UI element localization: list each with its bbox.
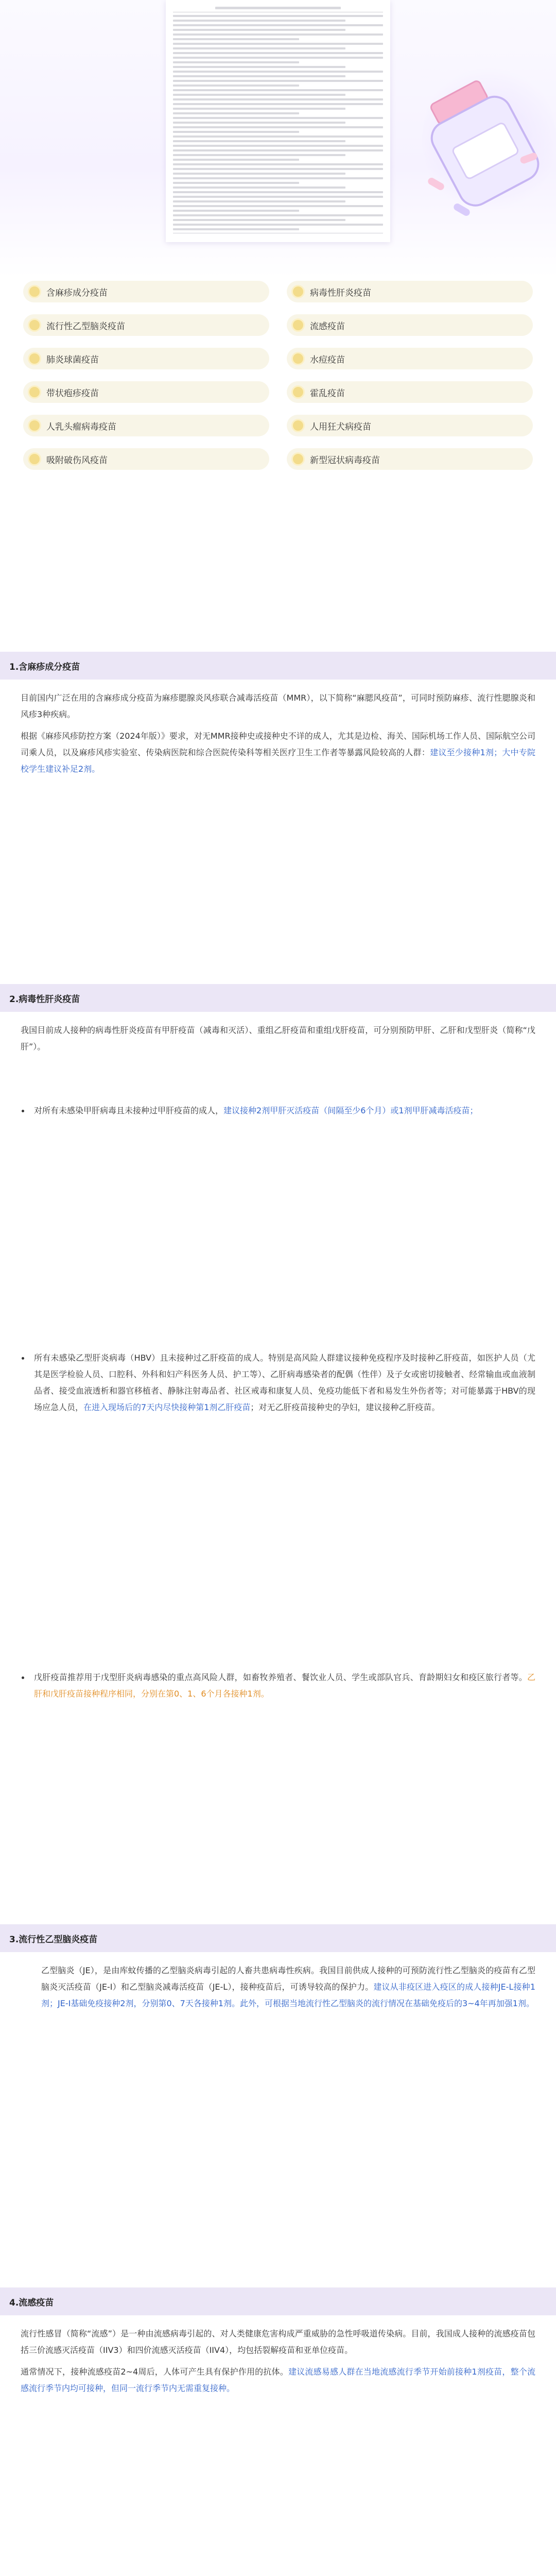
vaccine-tag[interactable]: 吸附破伤风疫苗 — [23, 448, 269, 470]
bullet-dot — [22, 1676, 24, 1679]
hepatitis-intro: 我国目前成人接种的病毒性肝炎疫苗有甲肝疫苗（减毒和灭活）、重组乙肝疫苗和重组戊肝疫苗，可分别预防甲肝、乙肝和戊型肝炎（简称“戊肝”）。 — [21, 1025, 535, 1052]
vaccine-tag[interactable]: 水痘疫苗 — [287, 348, 533, 369]
vaccine-tag[interactable]: 流行性乙型脑炎疫苗 — [23, 314, 269, 336]
vaccine-tag[interactable]: 带状疱疹疫苗 — [23, 381, 269, 403]
vaccine-tag[interactable]: 新型冠状病毒疫苗 — [287, 448, 533, 470]
bullet-dot — [22, 1110, 24, 1112]
tag-dot-icon — [291, 385, 305, 399]
tag-dot-icon — [28, 419, 41, 432]
section-jev — [0, 1924, 556, 2017]
vaccine-tag[interactable]: 霍乱疫苗 — [287, 381, 533, 403]
vaccine-tag-list — [23, 281, 533, 470]
tag-dot-icon — [291, 352, 305, 365]
vaccine-tag[interactable]: 人用狂犬病疫苗 — [287, 415, 533, 436]
tag-dot-icon — [291, 419, 305, 432]
measles-intro: 目前国内广泛在用的含麻疹成分疫苗为麻疹腮腺炎风疹联合减毒活疫苗（MMR），以下简称“麻腮风疫苗”，可同时预防麻疹、流行性腮腺炎和风疹3种疾病。 — [21, 693, 535, 719]
section-flu — [0, 2287, 556, 2402]
vaccine-tag[interactable]: 人乳头瘤病毒疫苗 — [23, 415, 269, 436]
hepatitis-b-bullet: 所有未感染乙型肝炎病毒（HBV）且未接种过乙肝疫苗的成人。特别是高风险人群建议接种免疫程序及时接种乙肝疫苗，如医护人员（尤其是医学检验人员、口腔科、外科和妇产科医务人员、护工等）、乙肝病毒感染者的配偶（性伴）及子女或密切接触者、经常输血或血液制品者、接受血液透析和器官移植者、静脉注射毒品者、社区戒毒和康复人员、免疫功能低下者和易发生外伤者等；对可能暴露于HBV的现场应急人员，在进入现场后的7天内尽快接种第1剂乙肝疫苗；对无乙肝疫苗接种史的孕妇，建议接种乙肝疫苗。 — [0, 1350, 556, 1416]
jev-description: 乙型脑炎（JE），是由库蚊传播的乙型脑炎病毒引起的人畜共患病毒性疾病。我国目前供成人接种的可预防流行性乙型脑炎的疫苗有乙型脑炎灭活疫苗（JE-I）和乙型脑炎减毒活疫苗（JE-L），接种疫苗后，可诱导较高的保护力。建议从非疫区进入疫区的成人接种JE-L接种1剂；JE-I基础免疫接种2剂，分别第0、7天各接种1剂。此外，可根据当地流行性乙型脑炎的流行情况在基础免疫后的3~4年再加强1剂。 — [41, 1965, 535, 2008]
hepatitis-a-bullet: 对所有未感染甲肝病毒且未接种过甲肝疫苗的成人，建议接种2剂甲肝灭活疫苗（间隔至少6个月）或1剂甲肝减毒活疫苗； — [0, 1103, 556, 1119]
vaccine-schedule-document-thumbnail — [166, 0, 390, 242]
section-title: 2.病毒性肝炎疫苗 — [0, 984, 556, 1012]
tag-dot-icon — [291, 285, 305, 298]
bullet-dot — [22, 1357, 24, 1360]
section-title: 3.流行性乙型脑炎疫苗 — [0, 1924, 556, 1952]
hero-banner — [0, 0, 556, 278]
vaccine-tag[interactable]: 肺炎球菌疫苗 — [23, 348, 269, 369]
tag-dot-icon — [28, 285, 41, 298]
tag-dot-icon — [28, 385, 41, 399]
section-title: 4.流感疫苗 — [0, 2287, 556, 2315]
tag-dot-icon — [28, 352, 41, 365]
tag-dot-icon — [291, 318, 305, 332]
vaccine-tag[interactable]: 病毒性肝炎疫苗 — [287, 281, 533, 302]
measles-recommendation: 根据《麻疹风疹防控方案（2024年版）》要求，对无MMR接种史或接种史不详的成人，尤其是边检、海关、国际机场工作人员、国际航空公司司乘人员，以及麻疹风疹实验室、传染病医院和综合医院传染科等相关医疗卫生工作者等暴露风险较高的人群：建议至少接种1剂；大中专院校学生建议补足2剂。 — [21, 731, 535, 774]
tag-dot-icon — [291, 452, 305, 466]
hepatitis-e-bullet: 戊肝疫苗推荐用于戊型肝炎病毒感染的重点高风险人群，如畜牧养殖者、餐饮业人员、学生或部队官兵、育龄期妇女和疫区旅行者等。乙肝和戊肝疫苗接种程序相同，分别在第0、1、6个月各接种1剂。 — [0, 1669, 556, 1702]
vaccine-tag[interactable]: 含麻疹成分疫苗 — [23, 281, 269, 302]
flu-recommendation: 通常情况下，接种流感疫苗2~4周后，人体可产生具有保护作用的抗体。建议流感易感人群在当地流感流行季节开始前接种1剂疫苗，整个流感流行季节内均可接种，但同一流行季节内无需重复接种。 — [21, 2367, 535, 2393]
vaccine-tag[interactable]: 流感疫苗 — [287, 314, 533, 336]
section-measles — [0, 652, 556, 783]
tag-dot-icon — [28, 318, 41, 332]
section-title: 1.含麻疹成分疫苗 — [0, 652, 556, 680]
flu-intro: 流行性感冒（简称“流感”）是一种由流感病毒引起的、对人类健康危害构成严重威胁的急性呼吸道传染病。目前，我国成人接种的流感疫苗包括三价流感灭活疫苗（IIV3）和四价流感灭活疫苗（IIV4），均包括裂解疫苗和亚单位疫苗。 — [21, 2329, 535, 2355]
tag-dot-icon — [28, 452, 41, 466]
section-hepatitis — [0, 984, 556, 1060]
